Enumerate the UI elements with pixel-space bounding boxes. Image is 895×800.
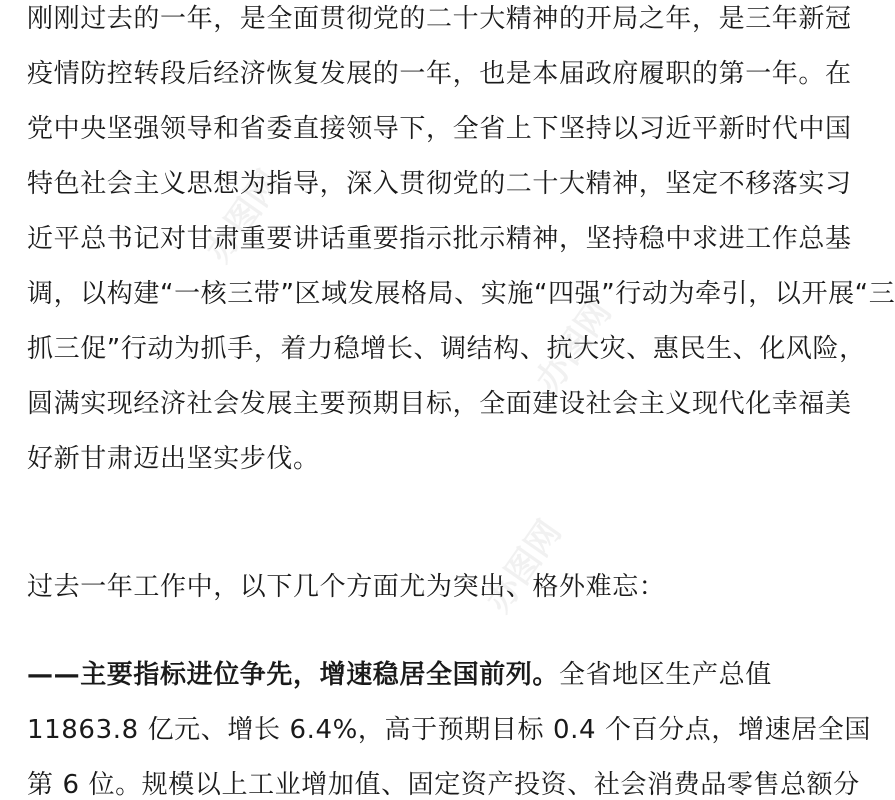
- paragraph-1-line-8: 圆满实现经济社会发展主要预期目标，全面建设社会主义现代化幸福美: [27, 389, 852, 419]
- watermark: 办图网: [198, 163, 290, 270]
- watermark: 办图网: [528, 293, 620, 400]
- paragraph-3-line-1: [27, 660, 787, 690]
- paragraph-1-line-1: 刚刚过去的一年，是全面贯彻党的二十大精神的开局之年，是三年新冠: [27, 4, 852, 34]
- paragraph-1-line-4: 特色社会主义思想为指导，深入贯彻党的二十大精神，坚定不移落实习: [27, 169, 852, 199]
- paragraph-3-line-1-rest: 全省地区生产总值: [559, 660, 772, 690]
- watermark: 办图网: [478, 513, 570, 620]
- paragraph-2: 过去一年工作中，以下几个方面尤为突出、格外难忘：: [27, 572, 666, 602]
- paragraph-1-line-3: 党中央坚强领导和省委直接领导下，全省上下坚持以习近平新时代中国: [27, 114, 852, 144]
- paragraph-3-line-2: 11863.8 亿元、增长 6.4%，高于预期目标 0.4 个百分点，增速居全国: [27, 715, 871, 745]
- paragraph-1-line-5: 近平总书记对甘肃重要讲话重要指示批示精神，坚持稳中求进工作总基: [27, 224, 852, 254]
- paragraph-3-lead: ——主要指标进位争先，增速稳居全国前列。: [27, 660, 560, 690]
- paragraph-3-line-3: 第 6 位。规模以上工业增加值、固定资产投资、社会消费品零售总额分: [27, 770, 860, 800]
- paragraph-1-line-2: 疫情防控转段后经济恢复发展的一年，也是本届政府履职的第一年。在: [27, 59, 852, 89]
- paragraph-1-line-6: 调，以构建“一核三带”区域发展格局、实施“四强”行动为牵引，以开展“三: [27, 279, 895, 309]
- paragraph-1-line-9: 好新甘肃迈出坚实步伐。: [27, 444, 320, 474]
- paragraph-1-line-7: 抓三促”行动为抓手，着力稳增长、调结构、抗大灾、惠民生、化风险，: [27, 334, 866, 364]
